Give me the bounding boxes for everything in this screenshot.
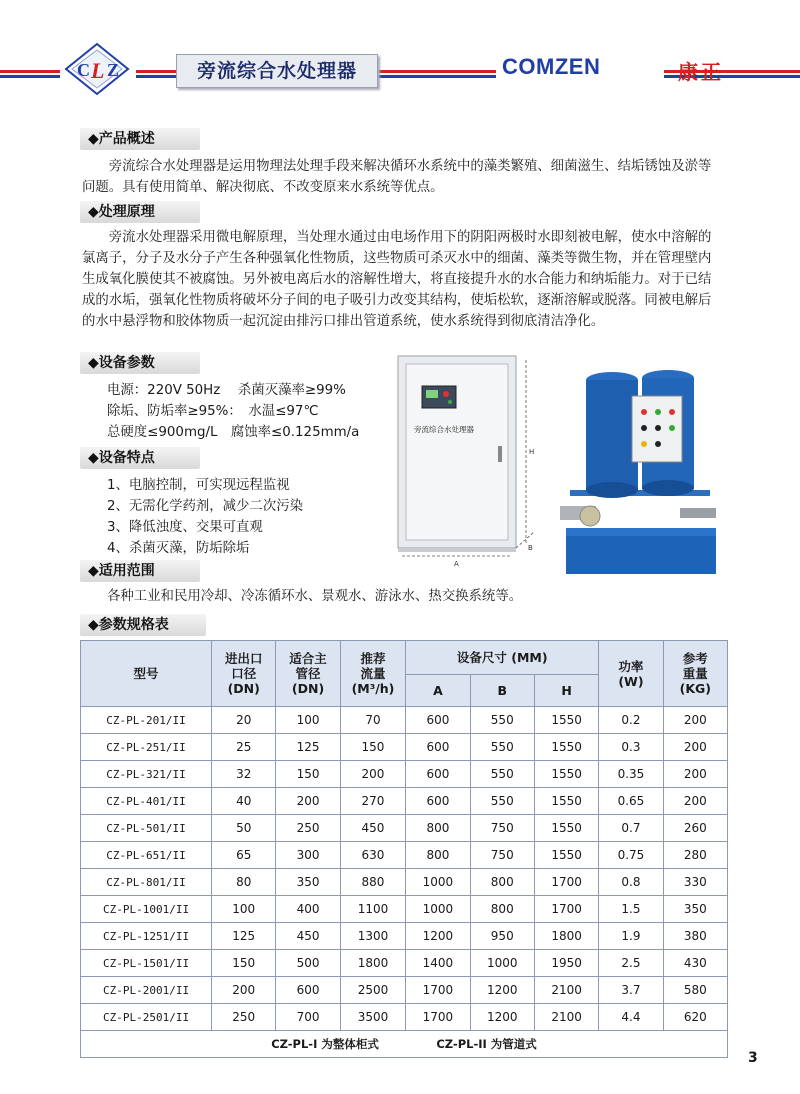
table-cell: 200	[663, 707, 727, 734]
table-row	[81, 896, 728, 923]
table-cell: 0.8	[599, 869, 663, 896]
table-row	[81, 950, 728, 977]
page-title: 旁流综合水处理器	[176, 54, 378, 88]
feature-item: 3、降低浊度、交果可直观	[107, 520, 263, 535]
table-cell: 600	[406, 761, 470, 788]
table-cell: 1800	[534, 923, 598, 950]
table-cell: 125	[212, 923, 276, 950]
principle-text: 旁流水处理器采用微电解原理，当处理水通过由电场作用下的阴阳两极时水即刻被电解，使水中溶解的氯离子，分子及水分子产生各种强氧化性物质，这些物质可杀灭水中的细菌、藻类等微生物，并在管理壁内生成氧化膜使其不被腐蚀。另外被电离后水的溶解性增大，将直接提升水的水合能力和纳垢能力。对于已结成的水垢，强氧化性物质将破坏分子间的电子吸引力改变其结构，使垢松软，逐渐溶解或脱落。同被电解后的水中悬浮物和胶体物质一起沉淀由排污口排出管道系统，使水系统得到彻底清洁净化。	[82, 230, 712, 329]
table-cell: 800	[470, 869, 534, 896]
header-size: 设备尺寸 (MM)	[406, 641, 599, 675]
table-row	[81, 1004, 728, 1031]
table-cell: 1000	[470, 950, 534, 977]
cell-model: CZ-PL-1501/II	[81, 950, 212, 977]
table-cell: 25	[212, 734, 276, 761]
table-cell: 580	[663, 977, 727, 1004]
header-model: 型号	[81, 641, 212, 707]
dim-label-a: A	[454, 560, 459, 568]
cabinet-product-image	[384, 346, 544, 572]
table-cell: 200	[663, 788, 727, 815]
table-cell: 150	[340, 734, 406, 761]
table-cell: 2500	[340, 977, 406, 1004]
table-cell: 1700	[406, 1004, 470, 1031]
header-pipe-line: 适合主	[289, 651, 327, 666]
table-cell: 1550	[534, 707, 598, 734]
section-heading-features: ◆设备特点	[80, 447, 200, 469]
table-cell: 200	[276, 788, 340, 815]
table-cell: 400	[276, 896, 340, 923]
table-row	[81, 842, 728, 869]
features-list	[107, 475, 303, 559]
table-cell: 550	[470, 761, 534, 788]
header-inlet-line: (DN)	[227, 681, 260, 696]
header-weight-line: 参考	[682, 651, 708, 666]
table-cell: 1400	[406, 950, 470, 977]
table-cell: 1000	[406, 896, 470, 923]
dim-label-b: B	[528, 544, 533, 552]
table-cell: 1300	[340, 923, 406, 950]
header-b: B	[470, 675, 534, 707]
table-cell: 800	[406, 815, 470, 842]
table-cell: 330	[663, 869, 727, 896]
table-cell: 4.4	[599, 1004, 663, 1031]
spec-table-body	[81, 707, 728, 1031]
table-row	[81, 977, 728, 1004]
table-cell: 600	[406, 734, 470, 761]
table-cell: 20	[212, 707, 276, 734]
table-cell: 1700	[534, 869, 598, 896]
table-row	[81, 815, 728, 842]
header-weight-line: (KG)	[679, 681, 711, 696]
logo-letter-z: Z	[107, 60, 120, 80]
table-cell: 1.9	[599, 923, 663, 950]
table-row	[81, 869, 728, 896]
header-power-line: 功率	[618, 658, 644, 674]
table-cell: 700	[276, 1004, 340, 1031]
cabinet-label: 旁流综合水处理器	[414, 425, 474, 434]
table-cell: 550	[470, 788, 534, 815]
table-cell: 150	[212, 950, 276, 977]
section-heading-overview: ◆产品概述	[80, 128, 200, 150]
table-cell: 2.5	[599, 950, 663, 977]
section-heading-scope: ◆适用范围	[80, 560, 200, 582]
cell-model: CZ-PL-251/II	[81, 734, 212, 761]
table-cell: 380	[663, 923, 727, 950]
feature-item: 4、杀菌灭藻，防垢除垢	[107, 541, 250, 556]
cell-model: CZ-PL-651/II	[81, 842, 212, 869]
table-cell: 260	[663, 815, 727, 842]
table-cell: 40	[212, 788, 276, 815]
header-inlet	[212, 641, 276, 707]
table-cell: 950	[470, 923, 534, 950]
cell-model: CZ-PL-401/II	[81, 788, 212, 815]
table-cell: 450	[340, 815, 406, 842]
table-cell: 1200	[470, 1004, 534, 1031]
table-cell: 550	[470, 707, 534, 734]
table-cell: 80	[212, 869, 276, 896]
table-cell: 125	[276, 734, 340, 761]
table-cell: 300	[276, 842, 340, 869]
header-inlet-line: 口径	[231, 666, 257, 681]
table-cell: 1100	[340, 896, 406, 923]
cell-model: CZ-PL-501/II	[81, 815, 212, 842]
table-cell: 250	[276, 815, 340, 842]
table-row	[81, 788, 728, 815]
table-row	[81, 707, 728, 734]
table-cell: 1700	[406, 977, 470, 1004]
table-cell: 1950	[534, 950, 598, 977]
table-cell: 0.35	[599, 761, 663, 788]
table-cell: 200	[212, 977, 276, 1004]
table-cell: 600	[406, 707, 470, 734]
table-cell: 3.7	[599, 977, 663, 1004]
table-cell: 1.5	[599, 896, 663, 923]
table-cell: 100	[276, 707, 340, 734]
table-cell: 1550	[534, 842, 598, 869]
header-inlet-line: 进出口	[224, 651, 263, 666]
table-cell: 0.3	[599, 734, 663, 761]
table-cell: 1550	[534, 761, 598, 788]
section-heading-principle: ◆处理原理	[80, 201, 200, 223]
table-footnote: CZ-PL-I 为整体柜式 CZ-PL-II 为管道式	[81, 1031, 728, 1058]
table-cell: 880	[340, 869, 406, 896]
table-cell: 50	[212, 815, 276, 842]
table-cell: 32	[212, 761, 276, 788]
table-cell: 450	[276, 923, 340, 950]
table-cell: 630	[340, 842, 406, 869]
table-row	[81, 761, 728, 788]
header-a: A	[406, 675, 470, 707]
table-cell: 1550	[534, 734, 598, 761]
overview-text: 旁流综合水处理器是运用物理法处理手段来解决循环水系统中的藻类繁殖、细菌滋生、结垢锈蚀及淤等问题。具有使用简单、解决彻底、不改变原来水系统等优点。	[82, 159, 712, 195]
table-cell: 0.7	[599, 815, 663, 842]
table-cell: 1200	[470, 977, 534, 1004]
cell-model: CZ-PL-801/II	[81, 869, 212, 896]
table-cell: 1550	[534, 788, 598, 815]
params-line: 电源：220V 50Hz 杀菌灭藻率≥99%	[107, 383, 346, 398]
table-cell: 550	[470, 734, 534, 761]
table-cell: 800	[406, 842, 470, 869]
table-cell: 200	[663, 761, 727, 788]
feature-item: 1、电脑控制，可实现远程监视	[107, 478, 290, 493]
table-cell: 150	[276, 761, 340, 788]
logo-letter-c: C	[77, 60, 90, 80]
header-pipe	[276, 641, 340, 707]
cell-model: CZ-PL-2501/II	[81, 1004, 212, 1031]
table-cell: 270	[340, 788, 406, 815]
header-flow-line: (M³/h)	[351, 681, 395, 696]
table-cell: 430	[663, 950, 727, 977]
table-cell: 70	[340, 707, 406, 734]
table-cell: 1200	[406, 923, 470, 950]
table-cell: 1550	[534, 815, 598, 842]
table-cell: 3500	[340, 1004, 406, 1031]
header-flow-line: 流量	[360, 666, 386, 681]
table-cell: 0.2	[599, 707, 663, 734]
table-cell: 0.65	[599, 788, 663, 815]
spec-table	[80, 640, 728, 1058]
table-cell: 2100	[534, 977, 598, 1004]
params-line: 除垢、防垢率≥95%： 水温≤97℃	[107, 404, 319, 419]
cell-model: CZ-PL-2001/II	[81, 977, 212, 1004]
table-cell: 2100	[534, 1004, 598, 1031]
header-flow	[340, 641, 406, 707]
table-cell: 600	[406, 788, 470, 815]
header-weight	[663, 641, 727, 707]
table-cell: 750	[470, 842, 534, 869]
params-line: 总硬度≤900mg/L 腐蚀率≤0.125mm/a	[107, 425, 360, 440]
cell-model: CZ-PL-1001/II	[81, 896, 212, 923]
header-flow-line: 推荐	[360, 651, 386, 666]
table-cell: 1700	[534, 896, 598, 923]
cell-model: CZ-PL-321/II	[81, 761, 212, 788]
table-cell: 500	[276, 950, 340, 977]
scope-text: 各种工业和民用冷却、冷冻循环水、景观水、游泳水、热交换系统等。	[107, 589, 523, 604]
brand-name-chinese: 康正	[678, 60, 724, 84]
table-cell: 800	[470, 896, 534, 923]
table-cell: 600	[276, 977, 340, 1004]
table-row	[81, 923, 728, 950]
brand-name: COMZEN	[502, 54, 601, 79]
table-cell: 100	[212, 896, 276, 923]
cell-model: CZ-PL-1251/II	[81, 923, 212, 950]
header-pipe-line: (DN)	[291, 681, 325, 696]
pipeline-equipment-image	[560, 356, 720, 578]
table-cell: 1800	[340, 950, 406, 977]
table-cell: 1000	[406, 869, 470, 896]
header-weight-line: 重量	[682, 666, 708, 681]
table-cell: 65	[212, 842, 276, 869]
table-cell: 620	[663, 1004, 727, 1031]
table-row	[81, 734, 728, 761]
table-cell: 0.75	[599, 842, 663, 869]
feature-item: 2、无需化学药剂，减少二次污染	[107, 499, 303, 514]
page-number: 3	[748, 1050, 758, 1066]
header-h: H	[534, 675, 598, 707]
table-cell: 250	[212, 1004, 276, 1031]
cell-model: CZ-PL-201/II	[81, 707, 212, 734]
header-power-line: (W)	[618, 673, 644, 689]
table-cell: 350	[276, 869, 340, 896]
table-cell: 750	[470, 815, 534, 842]
table-cell: 350	[663, 896, 727, 923]
company-logo	[64, 42, 130, 96]
section-heading-table: ◆参数规格表	[80, 614, 206, 636]
logo-letter-l: L	[91, 58, 105, 83]
params-list	[107, 380, 359, 443]
table-cell: 200	[340, 761, 406, 788]
table-cell: 200	[663, 734, 727, 761]
table-cell: 280	[663, 842, 727, 869]
dim-label-h: H	[529, 448, 535, 456]
header-power	[599, 641, 663, 707]
section-heading-params: ◆设备参数	[80, 352, 200, 374]
header-pipe-line: 管径	[295, 666, 321, 681]
